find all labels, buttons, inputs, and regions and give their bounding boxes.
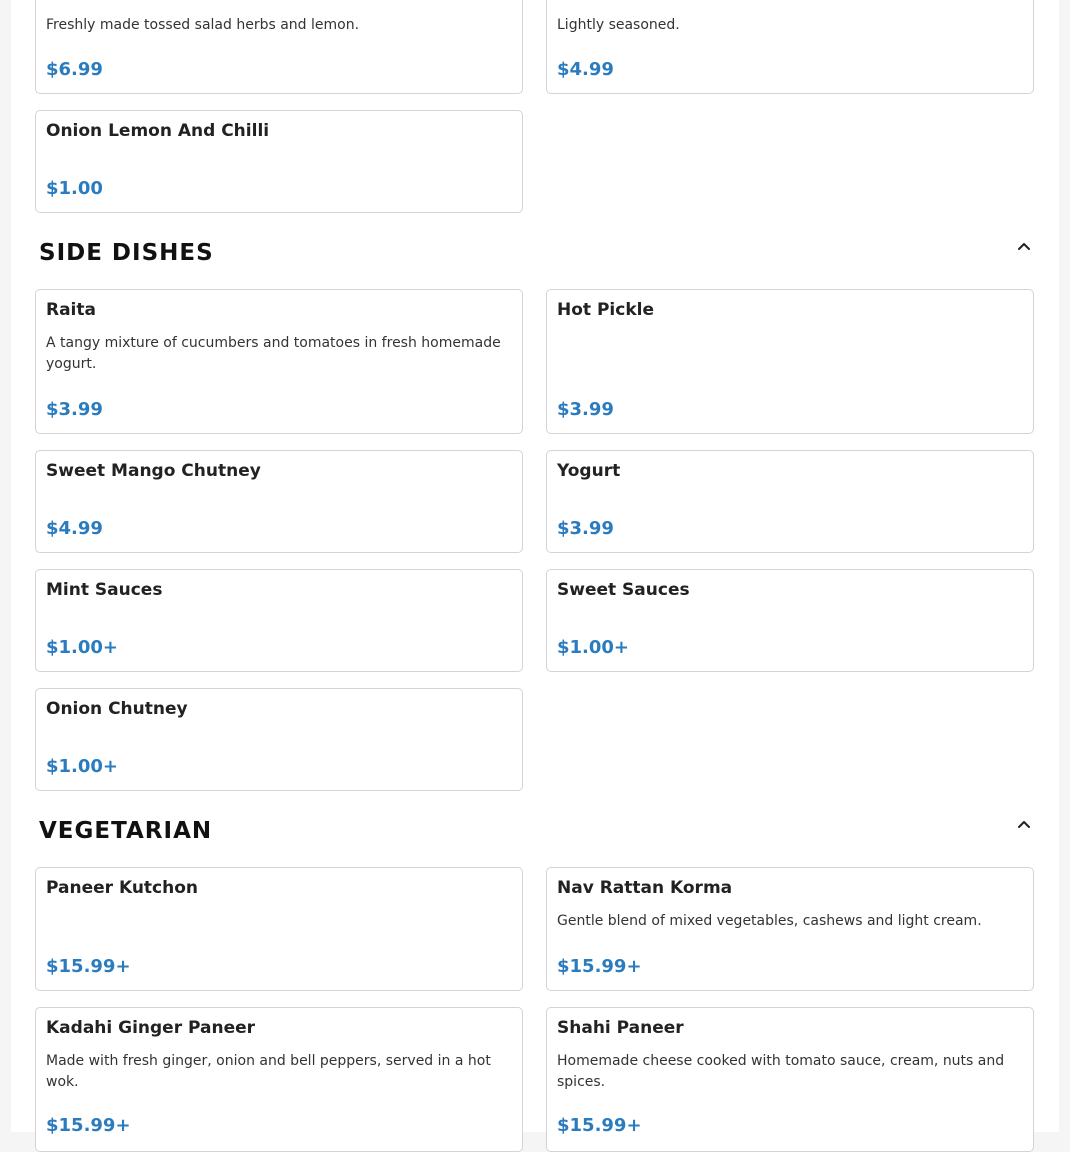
item-price: $1.00+ [46, 756, 119, 777]
menu-page [11, 0, 1059, 1136]
item-price: $15.99+ [46, 956, 131, 977]
menu-item-card[interactable] [546, 867, 1034, 991]
item-price: $3.99 [557, 399, 614, 420]
item-price: $3.99 [557, 518, 614, 539]
item-name: Sweet Sauces [557, 580, 690, 600]
item-price: $15.99+ [557, 956, 642, 977]
item-name: Mint Sauces [46, 580, 163, 600]
item-name: Onion Chutney [46, 699, 188, 719]
item-description: Freshly made tossed salad herbs and lemon. [46, 17, 360, 33]
section-title-side-dishes: SIDE DISHES [39, 240, 214, 266]
chevron-up-icon[interactable] [1014, 236, 1034, 256]
item-description: A tangy mixture of cucumbers and tomatoes in fresh homemade yogurt. [46, 335, 501, 372]
chevron-up-icon[interactable] [1014, 814, 1034, 834]
item-name: Onion Lemon And Chilli [46, 121, 270, 141]
item-price: $1.00+ [46, 637, 119, 658]
menu-item-card[interactable] [546, 569, 1034, 672]
menu-item-card[interactable] [35, 0, 523, 94]
item-name: Paneer Kutchon [46, 878, 199, 898]
item-name: Sweet Mango Chutney [46, 461, 261, 481]
item-name: Hot Pickle [557, 300, 654, 320]
item-name: Yogurt [557, 461, 621, 481]
menu-item-card[interactable] [35, 569, 523, 672]
menu-item-card[interactable] [35, 450, 523, 553]
item-price: $4.99 [557, 59, 614, 80]
menu-item-card[interactable] [546, 1007, 1034, 1152]
item-name: Raita [46, 300, 96, 320]
menu-item-card[interactable] [35, 867, 523, 991]
item-description: Made with fresh ginger, onion and bell peppers, served in a hot wok. [46, 1053, 491, 1090]
menu-item-card[interactable] [35, 1007, 523, 1152]
item-price: $1.00+ [557, 637, 630, 658]
menu-item-card[interactable] [35, 110, 523, 213]
item-price: $1.00 [46, 178, 103, 199]
item-price: $3.99 [46, 399, 103, 420]
item-description: Homemade cheese cooked with tomato sauce, cream, nuts and spices. [557, 1053, 1005, 1090]
menu-item-card[interactable] [35, 289, 523, 434]
section-title-vegetarian: VEGETARIAN [39, 818, 213, 844]
item-price: $6.99 [46, 59, 103, 80]
item-price: $15.99+ [557, 1115, 642, 1136]
item-description: Lightly seasoned. [557, 17, 680, 33]
item-price: $15.99+ [46, 1115, 131, 1136]
item-name: Kadahi Ginger Paneer [46, 1018, 256, 1038]
menu-item-card[interactable] [546, 289, 1034, 434]
menu-item-card[interactable] [546, 0, 1034, 94]
item-price: $4.99 [46, 518, 103, 539]
menu-item-card[interactable] [546, 450, 1034, 553]
item-name: Shahi Paneer [557, 1018, 684, 1038]
item-name: Nav Rattan Korma [557, 878, 733, 898]
item-description: Gentle blend of mixed vegetables, cashews and light cream. [557, 913, 982, 929]
menu-item-card[interactable] [35, 688, 523, 791]
